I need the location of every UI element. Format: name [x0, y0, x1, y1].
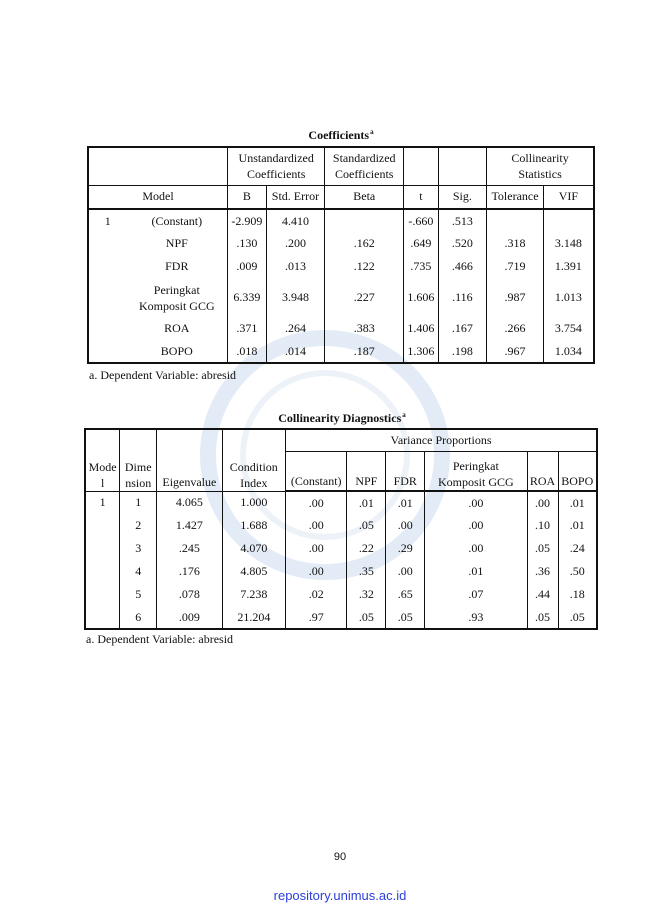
coef-t: 1.306: [404, 340, 438, 363]
coef-model-number: 1: [88, 209, 126, 232]
col-fdr: .65: [386, 583, 425, 606]
col-header-constant: (Constant): [286, 451, 347, 491]
coef-header-model: Model: [88, 185, 228, 209]
coef-se: .200: [266, 232, 325, 255]
col-gcg: .00: [425, 514, 527, 537]
col-const: .00: [286, 514, 347, 537]
coef-header-blank-sig: [438, 147, 487, 185]
coef-beta: .122: [325, 255, 404, 278]
coefficients-title-text: Coefficients: [308, 128, 370, 142]
coef-b: 6.339: [228, 278, 266, 317]
col-fdr: .29: [386, 537, 425, 560]
col-const: .02: [286, 583, 347, 606]
col-fdr: .01: [386, 491, 425, 514]
coef-beta: .162: [325, 232, 404, 255]
coef-tol: .719: [487, 255, 544, 278]
coef-header-collin: Collinearity Statistics: [487, 147, 594, 185]
coef-tol: .266: [487, 317, 544, 340]
col-ci: 4.070: [222, 537, 285, 560]
coef-b: .009: [228, 255, 266, 278]
coef-header-sig: Sig.: [438, 185, 487, 209]
col-roa: .00: [527, 491, 558, 514]
coef-vif: 1.013: [543, 278, 594, 317]
coef-sig: .466: [438, 255, 487, 278]
coefficients-footnote: a. Dependent Variable: abresid: [89, 368, 237, 382]
table-row: [85, 560, 597, 583]
coef-se: 3.948: [266, 278, 325, 317]
table-row: [85, 606, 597, 629]
coefficients-table: [87, 146, 595, 364]
coef-vif: 1.034: [543, 340, 594, 363]
coef-t: 1.606: [404, 278, 438, 317]
col-gcg: .00: [425, 537, 527, 560]
coef-row-name: NPF: [126, 232, 227, 255]
col-header-condition-index: [222, 429, 285, 491]
col-model-blank: [85, 537, 120, 560]
coef-header-se: Std. Error: [266, 185, 325, 209]
col-gcg: .00: [425, 491, 527, 514]
coef-b: -2.909: [228, 209, 266, 232]
table-row: [85, 491, 597, 514]
coef-header-tolerance: Tolerance: [487, 185, 544, 209]
coef-row-name: ROA: [126, 317, 227, 340]
table-row: [88, 255, 594, 278]
col-const: .00: [286, 537, 347, 560]
coef-vif: 3.148: [543, 232, 594, 255]
coef-se: .264: [266, 317, 325, 340]
collinearity-title-sup: a: [402, 411, 406, 419]
col-header-variance-proportions: Variance Proportions: [286, 429, 597, 451]
coef-vif: [543, 209, 594, 232]
col-model-number: 1: [85, 491, 120, 514]
col-fdr: .00: [386, 514, 425, 537]
col-header-npf: NPF: [347, 451, 386, 491]
table-row: [88, 209, 594, 232]
collinearity-footnote: a. Dependent Variable: abresid: [86, 632, 234, 646]
table-row: [85, 537, 597, 560]
col-header-gcg-l1: Peringkat: [452, 459, 499, 473]
col-eig: .245: [157, 537, 222, 560]
coef-tol: [487, 209, 544, 232]
coef-row-name-line2: Komposit GCG: [138, 298, 215, 313]
coef-se: .014: [266, 340, 325, 363]
col-ci: 4.805: [222, 560, 285, 583]
coef-sig: .198: [438, 340, 487, 363]
coefficients-title: [88, 128, 594, 143]
col-ci: 1.000: [222, 491, 285, 514]
col-model-blank: [85, 606, 120, 629]
col-bopo: .24: [558, 537, 597, 560]
col-ci: 21.204: [222, 606, 285, 629]
col-dim: 4: [120, 560, 157, 583]
page-number: 90: [333, 851, 347, 863]
coef-model-blank: [88, 232, 126, 255]
col-eig: 4.065: [157, 491, 222, 514]
col-npf: .32: [347, 583, 386, 606]
coef-t: -.660: [404, 209, 438, 232]
coef-header-t: t: [404, 185, 438, 209]
coef-model-blank: [88, 317, 126, 340]
coef-b: .130: [228, 232, 266, 255]
col-header-model: [85, 429, 120, 491]
col-roa: .36: [527, 560, 558, 583]
col-gcg: .01: [425, 560, 527, 583]
col-npf: .01: [347, 491, 386, 514]
col-header-model-l2: l: [100, 475, 105, 490]
coef-tol: .987: [487, 278, 544, 317]
col-header-dim-l2: nsion: [125, 475, 152, 490]
coef-tol: .967: [487, 340, 544, 363]
coef-row-name-line1: Peringkat: [153, 282, 200, 297]
coef-header-std: Standardized Coefficients: [325, 147, 404, 185]
col-bopo: .18: [558, 583, 597, 606]
coef-model-blank: [88, 255, 126, 278]
coefficients-title-sup: a: [370, 128, 374, 136]
col-header-fdr: FDR: [386, 451, 425, 491]
col-header-model-l1: Mode: [88, 459, 117, 474]
table-row: [85, 583, 597, 606]
coef-sig: .167: [438, 317, 487, 340]
repository-link[interactable]: repository.unimus.ac.id: [273, 888, 407, 903]
col-model-blank: [85, 514, 120, 537]
col-eig: .009: [157, 606, 222, 629]
coef-header-blank: [88, 147, 228, 185]
col-model-blank: [85, 560, 120, 583]
coef-sig: .116: [438, 278, 487, 317]
coef-b: .018: [228, 340, 266, 363]
col-dim: 3: [120, 537, 157, 560]
coef-row-name: BOPO: [126, 340, 227, 363]
coef-t: 1.406: [404, 317, 438, 340]
coef-b: .371: [228, 317, 266, 340]
table-row: [88, 340, 594, 363]
col-const: .97: [286, 606, 347, 629]
coef-row-name: FDR: [126, 255, 227, 278]
col-header-eigenvalue: Eigenvalue: [157, 429, 222, 491]
col-fdr: .00: [386, 560, 425, 583]
col-gcg: .07: [425, 583, 527, 606]
col-const: .00: [286, 560, 347, 583]
col-header-roa: ROA: [527, 451, 558, 491]
col-npf: .05: [347, 606, 386, 629]
col-header-ci-l2: Index: [240, 475, 268, 490]
coef-vif: 3.754: [543, 317, 594, 340]
col-gcg: .93: [425, 606, 527, 629]
coef-row-name: [126, 278, 227, 317]
col-eig: 1.427: [157, 514, 222, 537]
col-dim: 5: [120, 583, 157, 606]
col-bopo: .50: [558, 560, 597, 583]
coef-sig: .513: [438, 209, 487, 232]
col-bopo: .01: [558, 491, 597, 514]
col-dim: 1: [120, 491, 157, 514]
coef-sig: .520: [438, 232, 487, 255]
col-header-ci-l1: Condition: [229, 459, 278, 474]
col-header-bopo: BOPO: [558, 451, 597, 491]
col-dim: 6: [120, 606, 157, 629]
coef-header-b: B: [228, 185, 266, 209]
coef-header-blank-t: [404, 147, 438, 185]
coef-beta: .227: [325, 278, 404, 317]
coef-vif: 1.391: [543, 255, 594, 278]
col-roa: .05: [527, 537, 558, 560]
col-header-gcg: [425, 451, 527, 491]
col-fdr: .05: [386, 606, 425, 629]
col-eig: .078: [157, 583, 222, 606]
coef-header-unstd: Unstandardized Coefficients: [228, 147, 325, 185]
coef-tol: .318: [487, 232, 544, 255]
col-roa: .05: [527, 606, 558, 629]
col-ci: 1.688: [222, 514, 285, 537]
coef-header-beta: Beta: [325, 185, 404, 209]
col-npf: .22: [347, 537, 386, 560]
col-header-dim-l1: Dime: [124, 459, 152, 474]
col-model-blank: [85, 583, 120, 606]
col-bopo: .01: [558, 514, 597, 537]
table-row: [88, 278, 594, 317]
col-ci: 7.238: [222, 583, 285, 606]
coef-beta: .383: [325, 317, 404, 340]
col-roa: .10: [527, 514, 558, 537]
col-header-gcg-l2: Komposit GCG: [437, 475, 514, 489]
table-row: [88, 317, 594, 340]
coef-model-blank: [88, 278, 126, 317]
coef-beta: .187: [325, 340, 404, 363]
col-bopo: .05: [558, 606, 597, 629]
col-npf: .05: [347, 514, 386, 537]
col-dim: 2: [120, 514, 157, 537]
coef-header-vif: VIF: [543, 185, 594, 209]
coef-t: .649: [404, 232, 438, 255]
coef-model-blank: [88, 340, 126, 363]
col-const: .00: [286, 491, 347, 514]
coef-se: 4.410: [266, 209, 325, 232]
col-eig: .176: [157, 560, 222, 583]
coef-beta: [325, 209, 404, 232]
coef-se: .013: [266, 255, 325, 278]
collinearity-title: [86, 411, 598, 426]
collinearity-table: [84, 428, 598, 630]
col-header-dimension: [120, 429, 157, 491]
table-row: [88, 232, 594, 255]
collinearity-title-text: Collinearity Diagnostics: [278, 411, 402, 425]
col-npf: .35: [347, 560, 386, 583]
col-roa: .44: [527, 583, 558, 606]
coef-row-name: (Constant): [126, 209, 227, 232]
coef-t: .735: [404, 255, 438, 278]
table-row: [85, 514, 597, 537]
